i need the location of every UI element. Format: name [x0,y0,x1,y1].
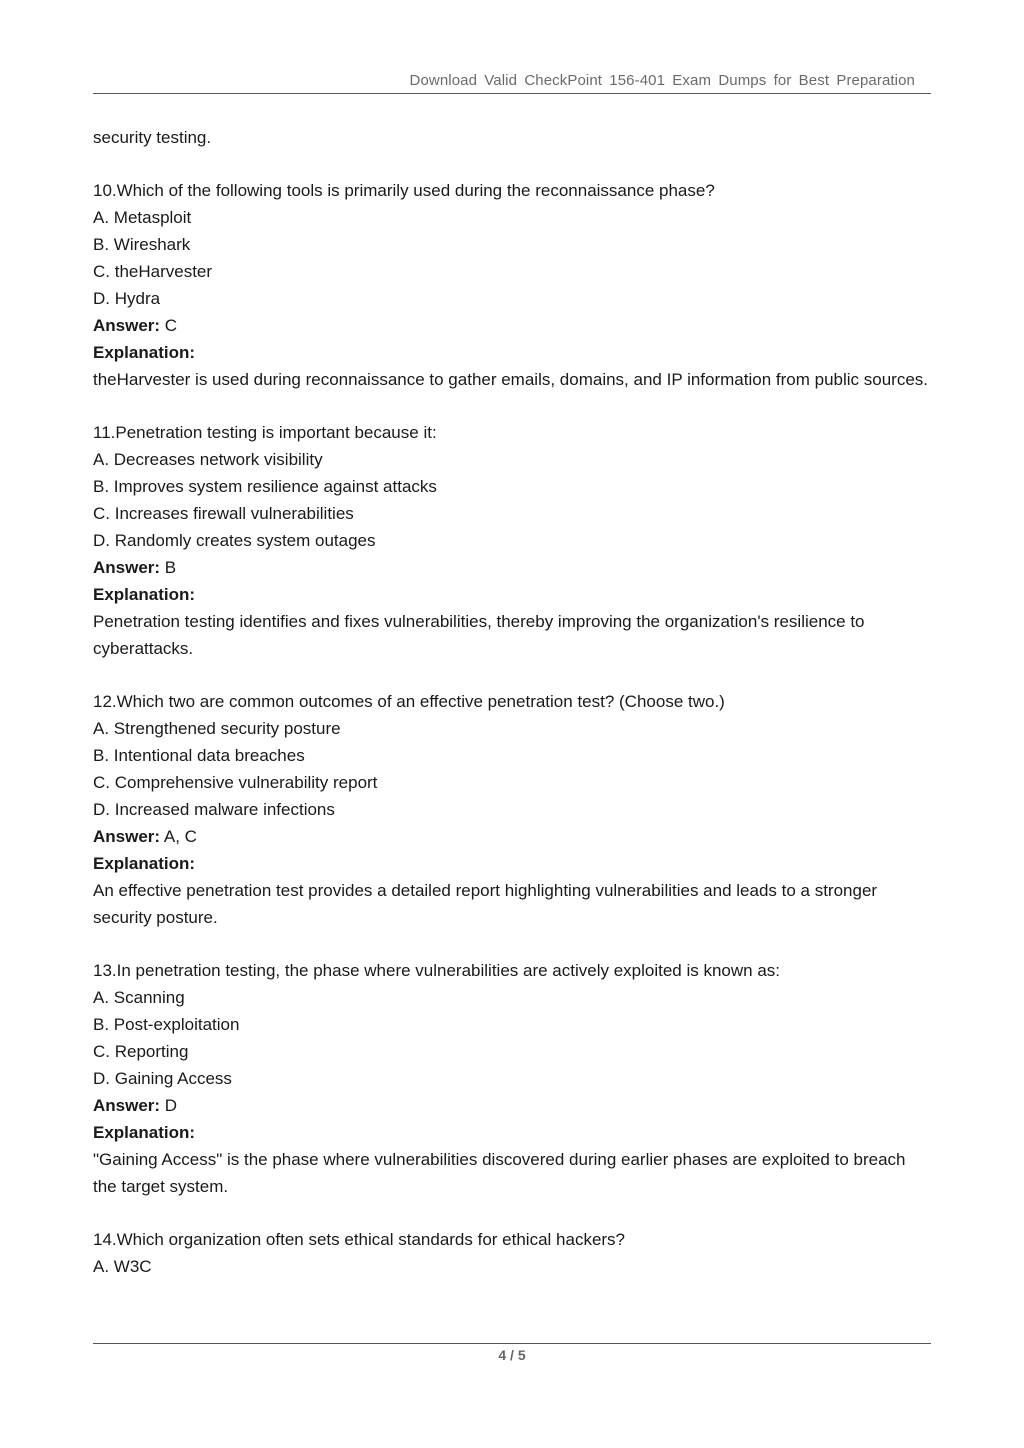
explanation-label: Explanation: [93,585,196,604]
explanation-text: theHarvester is used during reconnaissance to gather emails, domains, and IP information from public sources. [93,370,929,389]
spacer [93,393,931,419]
question-text: 14.Which organization often sets ethical standards for ethical hackers? [93,1230,626,1249]
question-text: 10.Which of the following tools is primarily used during the reconnaissance phase? [93,181,715,200]
answer-line [93,312,931,339]
page-header-title: Download Valid CheckPoint 156-401 Exam Dumps for Best Preparation [409,72,915,89]
explanation-label: Explanation: [93,854,196,873]
option-c: C. Reporting [93,1042,189,1061]
question-block [93,177,931,393]
option-b: B. Intentional data breaches [93,746,305,765]
option-c: C. theHarvester [93,262,213,281]
answer-line [93,554,931,581]
option-d: D. Hydra [93,289,161,308]
answer-value: B [160,558,177,577]
option-a: A. Strengthened security posture [93,719,341,738]
answer-value: A, C [160,827,197,846]
explanation-text: Penetration testing identifies and fixes vulnerabilities, thereby improving the organization's resilience to cyberattacks. [93,612,865,658]
option-a: A. Metasploit [93,208,192,227]
spacer [93,151,931,177]
option-d: D. Increased malware infections [93,800,335,819]
answer-label: Answer: [93,316,161,335]
intro-fragment: security testing. [93,128,212,147]
answer-value: C [160,316,178,335]
option-a: A. W3C [93,1257,152,1276]
answer-value: D [160,1096,178,1115]
answer-label: Answer: [93,558,161,577]
answer-label: Answer: [93,827,161,846]
explanation-text: An effective penetration test provides a detailed report highlighting vulnerabilities and leads to a stronger security posture. [93,881,878,927]
option-b: B. Wireshark [93,235,191,254]
footer-divider [93,1343,931,1344]
option-a: A. Scanning [93,988,185,1007]
page-content [93,124,931,1280]
question-text: 11.Penetration testing is important because it: [93,423,437,442]
page-number: 4 / 5 [498,1347,526,1363]
option-b: B. Improves system resilience against attacks [93,477,437,496]
header-divider [93,93,931,94]
question-block [93,1226,931,1280]
option-d: D. Randomly creates system outages [93,531,376,550]
answer-label: Answer: [93,1096,161,1115]
option-d: D. Gaining Access [93,1069,232,1088]
spacer [93,931,931,957]
spacer [93,662,931,688]
answer-line [93,1092,931,1119]
option-c: C. Increases firewall vulnerabilities [93,504,354,523]
answer-line [93,823,931,850]
question-text: 13.In penetration testing, the phase where vulnerabilities are actively exploited is known as: [93,961,781,980]
question-block [93,957,931,1200]
option-c: C. Comprehensive vulnerability report [93,773,378,792]
explanation-label: Explanation: [93,343,196,362]
option-b: B. Post-exploitation [93,1015,240,1034]
question-block [93,688,931,931]
question-block [93,419,931,662]
spacer [93,1200,931,1226]
option-a: A. Decreases network visibility [93,450,323,469]
explanation-text: "Gaining Access" is the phase where vulnerabilities discovered during earlier phases are exploited to breach the target system. [93,1150,906,1196]
question-text: 12.Which two are common outcomes of an effective penetration test? (Choose two.) [93,692,725,711]
explanation-label: Explanation: [93,1123,196,1142]
